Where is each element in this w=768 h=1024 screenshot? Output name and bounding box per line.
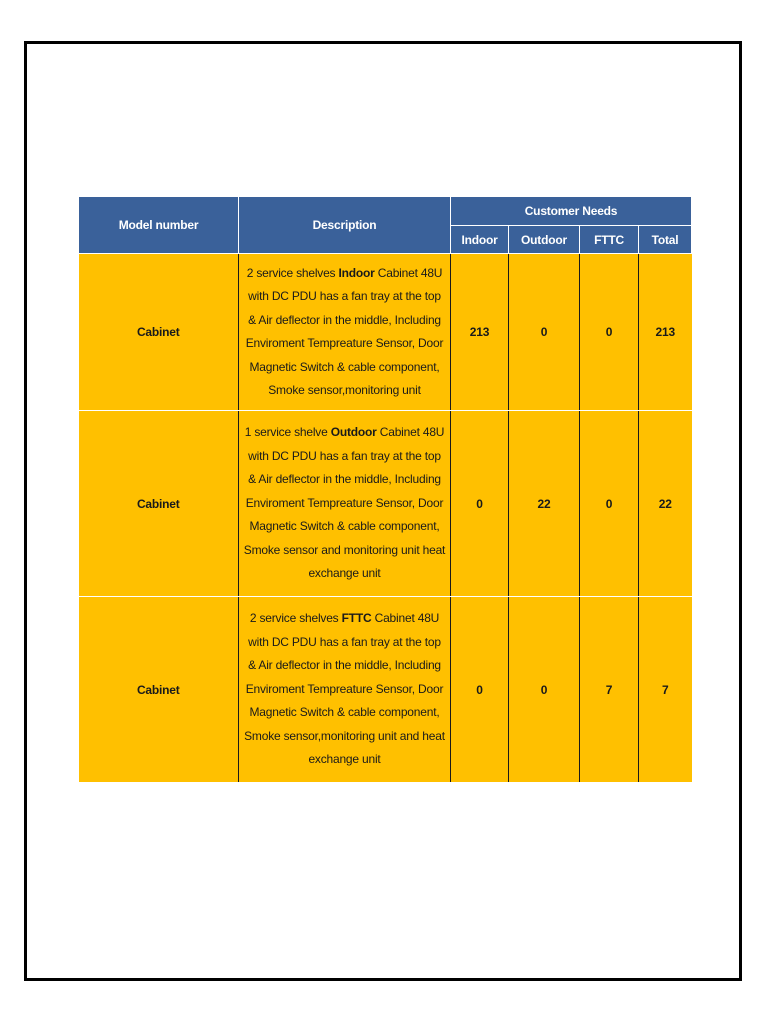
header-fttc: FTTC <box>580 226 639 254</box>
indoor-cell: 213 <box>451 254 509 411</box>
total-cell: 22 <box>639 411 692 597</box>
header-indoor: Indoor <box>451 226 509 254</box>
indoor-cell: 0 <box>451 597 509 783</box>
description-text: Cabinet 48U with DC PDU has a fan tray at the top & Air deflector in the middle, Including Enviroment Tempreature Sensor, Door Magnetic Switch & cable component, Smoke sensor,monitoring unit and heat exchange unit <box>244 611 445 767</box>
description-keyword: Indoor <box>338 265 375 280</box>
header-total: Total <box>639 226 692 254</box>
outdoor-cell: 0 <box>509 254 580 411</box>
header-outdoor: Outdoor <box>509 226 580 254</box>
customer-needs-table <box>78 196 692 783</box>
indoor-cell: 0 <box>451 411 509 597</box>
table-row <box>79 254 692 411</box>
model-cell: Cabinet <box>79 597 239 783</box>
header-model-number: Model number <box>79 197 239 254</box>
description-cell <box>239 597 451 783</box>
table-row <box>79 411 692 597</box>
header-description: Description <box>239 197 451 254</box>
fttc-cell: 7 <box>580 597 639 783</box>
description-keyword: Outdoor <box>330 425 377 440</box>
outdoor-cell: 22 <box>509 411 580 597</box>
header-customer-needs: Customer Needs <box>451 197 692 226</box>
fttc-cell: 0 <box>580 254 639 411</box>
description-text: 1 service shelve <box>244 425 331 440</box>
description-cell <box>239 411 451 597</box>
description-text: Cabinet 48U with DC PDU has a fan tray at the top & Air deflector in the middle, Including Enviroment Tempreature Sensor, Door Magnetic Switch & cable component, Smoke sensor and monitoring unit heat exchange unit <box>243 425 446 581</box>
model-cell: Cabinet <box>79 411 239 597</box>
total-cell: 213 <box>639 254 692 411</box>
description-cell <box>239 254 451 411</box>
description-text: 2 service shelves <box>249 611 342 626</box>
description-keyword: FTTC <box>341 611 372 626</box>
fttc-cell: 0 <box>580 411 639 597</box>
table-row <box>79 597 692 783</box>
description-text: 2 service shelves <box>246 265 339 280</box>
description-text: Cabinet 48U with DC PDU has a fan tray at the top & Air deflector in the middle, Including Enviroment Tempreature Sensor, Door Magnetic Switch & cable component, Smoke sensor,monitoring unit <box>245 265 444 397</box>
model-cell: Cabinet <box>79 254 239 411</box>
total-cell: 7 <box>639 597 692 783</box>
outdoor-cell: 0 <box>509 597 580 783</box>
